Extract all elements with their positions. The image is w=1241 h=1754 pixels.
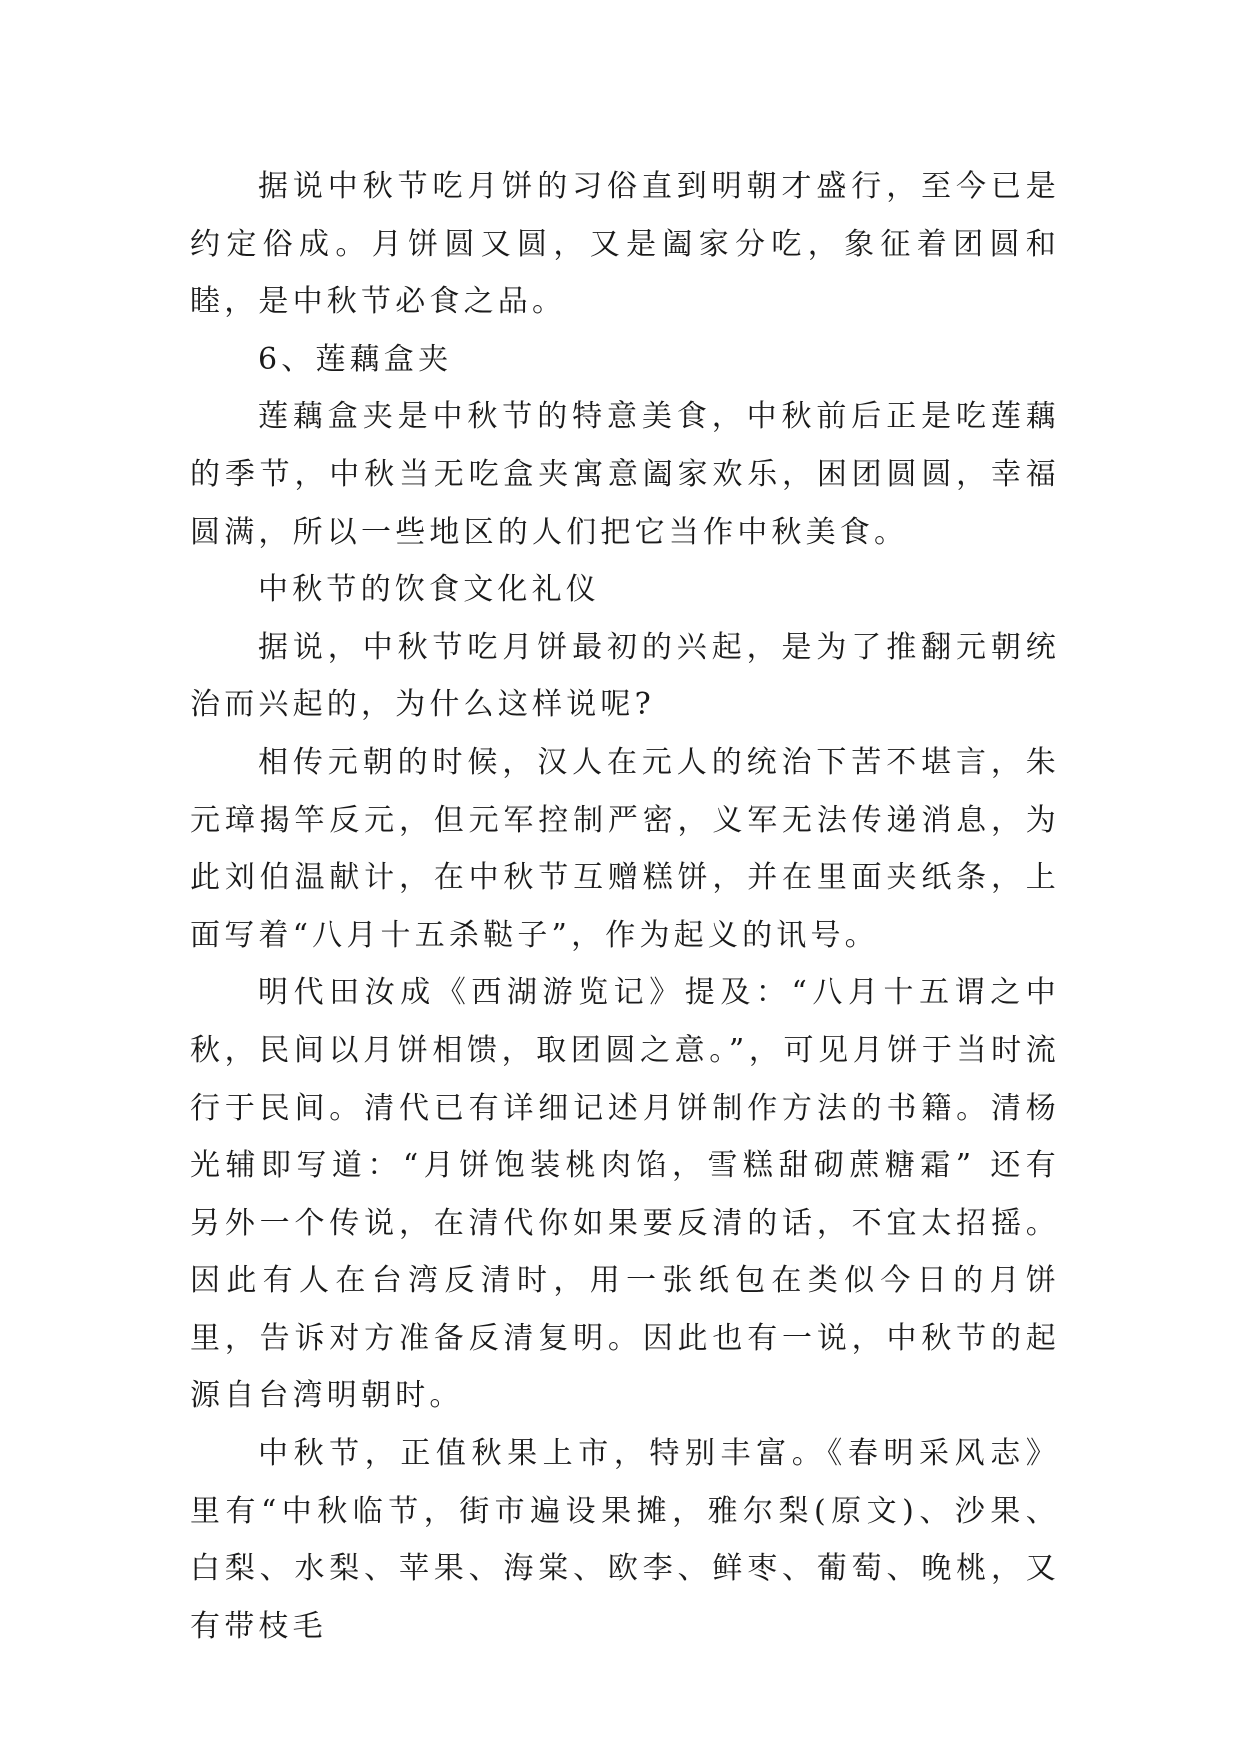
document-body xyxy=(190,158,1060,1655)
paragraph-yuan-origin: 据说，中秋节吃月饼最初的兴起，是为了推翻元朝统治而兴起的，为什么这样说呢? xyxy=(190,629,1060,723)
section-heading-food-etiquette: 中秋节的饮食文化礼仪 xyxy=(258,572,600,608)
section-heading-lotus-root: 6、莲藕盒夹 xyxy=(258,341,453,377)
paragraph-legend: 相传元朝的时候，汉人在元人的统治下苦不堪言，朱元璋揭竿反元，但元军控制严密，义军无法传递消息，为此刘伯温献计，在中秋节互赠糕饼，并在里面夹纸条，上面写着“八月十五杀鞑子”，作为起义的讯号。 xyxy=(190,744,1060,953)
paragraph-ming-record: 明代田汝成《西湖游览记》提及：“八月十五谓之中秋，民间以月饼相馈，取团圆之意。”，可见月饼于当时流行于民间。清代已有详细记述月饼制作方法的书籍。清杨光辅即写道：“月饼饱装桃肉馅，雪糕甜砌蔗糖霜” 还有另外一个传说，在清代你如果要反清的话，不宜太招摇。因此有人在台湾反清时，用一张纸包在类似今日的月饼里，告诉对方准备反清复明。因此也有一说，中秋节的起源自台湾明朝时。 xyxy=(190,975,1060,1414)
paragraph-lotus-root: 莲藕盒夹是中秋节的特意美食，中秋前后正是吃莲藕的季节，中秋当无吃盒夹寓意阖家欢乐，困团圆圆，幸福圆满，所以一些地区的人们把它当作中秋美食。 xyxy=(190,399,1060,550)
paragraph-mooncake-custom: 据说中秋节吃月饼的习俗直到明朝才盛行，至今已是约定俗成。月饼圆又圆，又是阖家分吃，象征着团圆和睦，是中秋节必食之品。 xyxy=(190,169,1060,320)
paragraph-autumn-fruits: 中秋节，正值秋果上市，特别丰富。《春明采风志》里有“中秋临节，街市遍设果摊，雅尔梨(原文)、沙果、白梨、水梨、苹果、海棠、欧李、鲜枣、葡萄、晚桃，又有带枝毛 xyxy=(190,1436,1060,1644)
